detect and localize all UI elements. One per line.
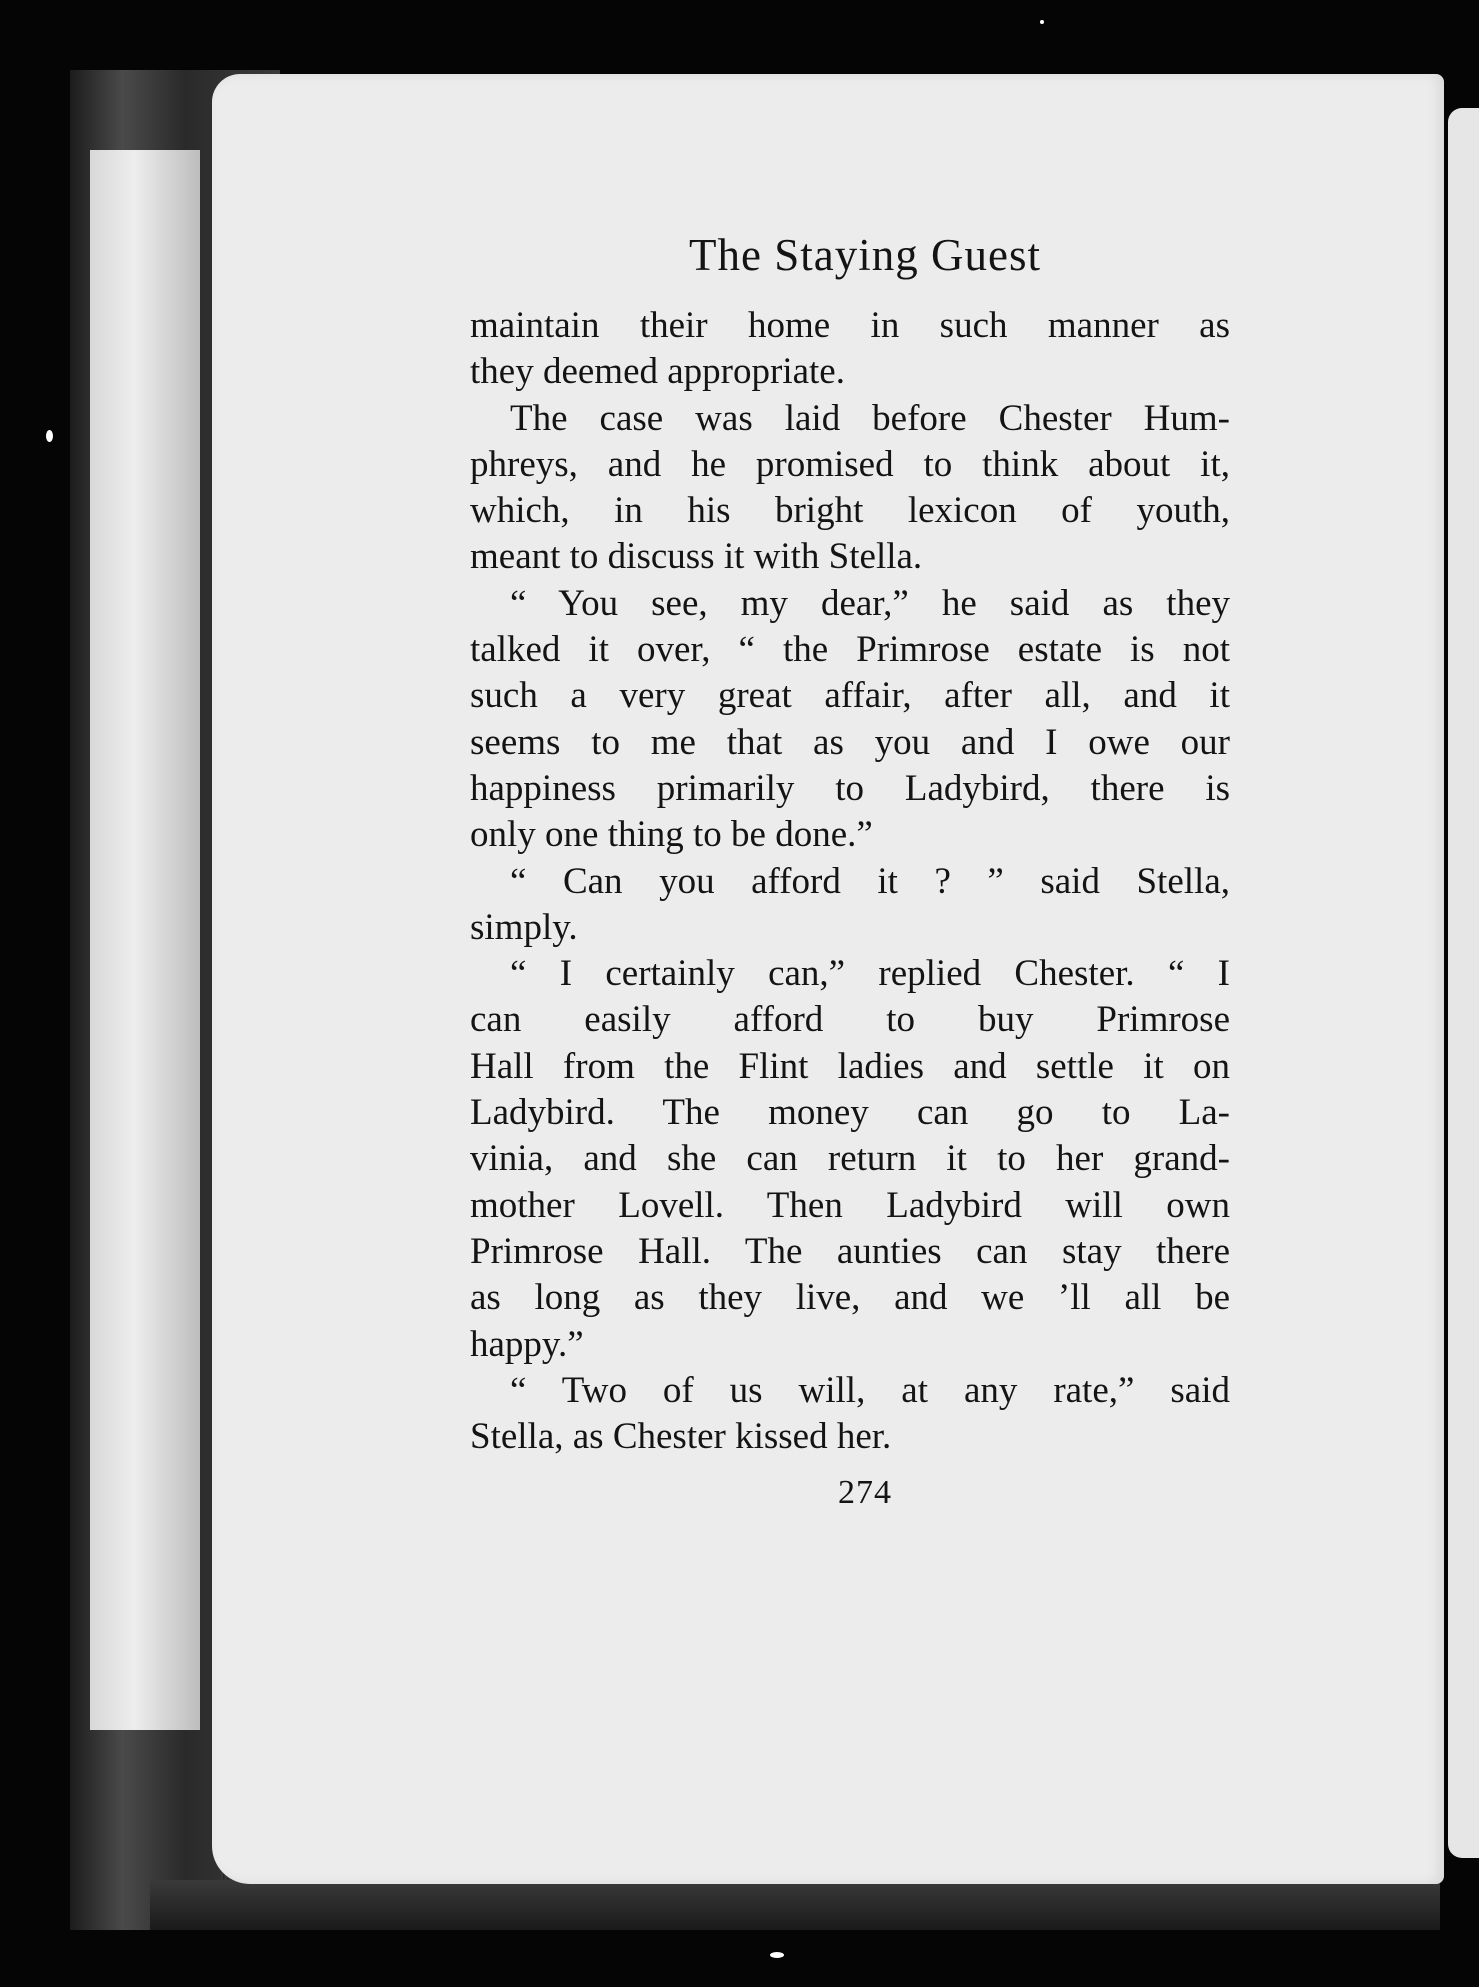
text-line: which, in his bright lexicon of youth, [470,490,1230,532]
text-line: Ladybird. The money can go to La- [470,1092,1230,1134]
running-head: The Staying Guest [689,230,1041,280]
text-line: only one thing to be done.” [470,814,873,856]
text-line: mother Lovell. Then Ladybird will own [470,1184,1230,1226]
text-line: happy.” [470,1323,584,1365]
text-line: vinia, and she can return it to her grand- [470,1138,1230,1180]
page-number: 274 [838,1474,892,1512]
page-edge-highlight [90,150,200,1730]
text-line: meant to discuss it with Stella. [470,536,923,578]
scan-speck [1040,20,1044,24]
text-line: they deemed appropriate. [470,351,845,393]
body-text [470,303,1230,1460]
text-line: “ Can you afford it ? ” said Stella, [510,860,1230,902]
text-line: talked it over, “ the Primrose estate is not [470,629,1230,671]
text-line: as long as they live, and we ’ll all be [470,1277,1230,1319]
text-line: can easily afford to buy Primrose [470,999,1230,1041]
text-line: “ Two of us will, at any rate,” said [510,1369,1230,1411]
text-line: seems to me that as you and I owe our [470,721,1230,763]
book-bottom-edge [150,1880,1440,1930]
text-line: Stella, as Chester kissed her. [470,1416,892,1458]
text-line: Primrose Hall. The aunties can stay there [470,1230,1230,1272]
text-line: “ I certainly can,” replied Chester. “ I [510,953,1230,995]
text-line: “ You see, my dear,” he said as they [510,582,1230,624]
scan-speck [46,430,53,442]
text-line: such a very great affair, after all, and it [470,675,1230,717]
text-line: Hall from the Flint ladies and settle it on [470,1045,1230,1087]
text-line: maintain their home in such manner as [470,305,1230,346]
text-line: simply. [470,906,578,948]
text-line: The case was laid before Chester Hum- [510,397,1230,439]
scan-speck [770,1952,784,1958]
text-line: happiness primarily to Ladybird, there is [470,767,1230,809]
page-text-block [470,225,1230,1512]
facing-page-edge [1448,108,1479,1858]
text-line: phreys, and he promised to think about it, [470,443,1230,485]
